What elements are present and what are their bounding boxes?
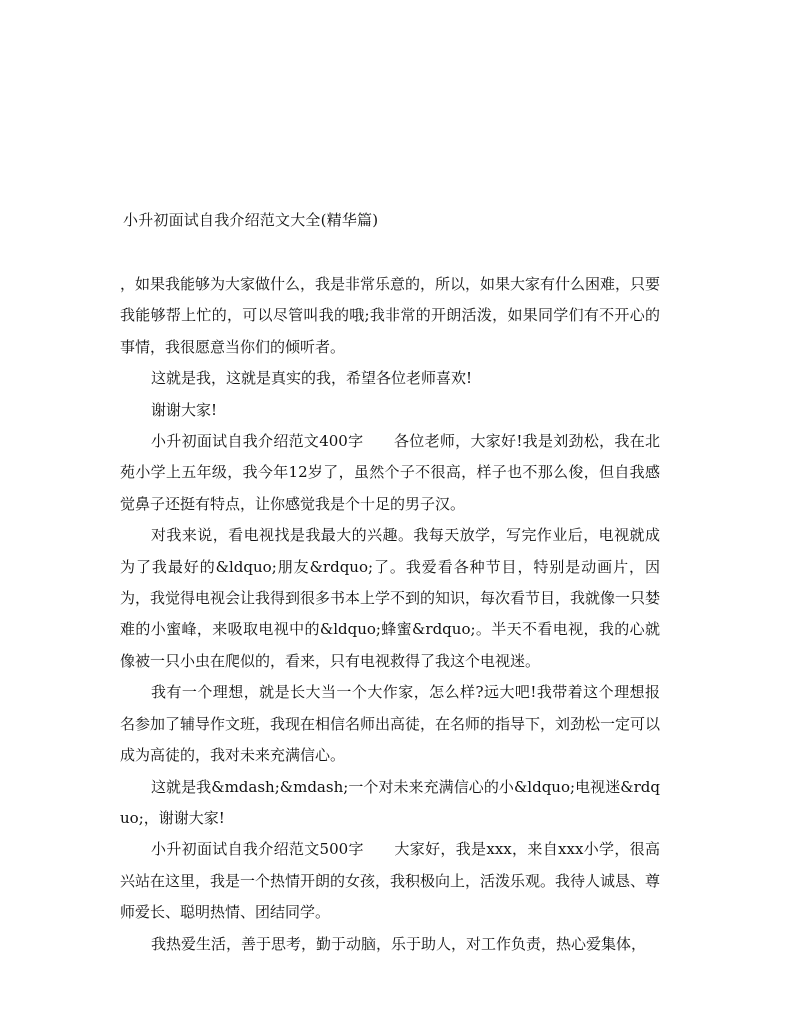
document-body — [120, 269, 660, 960]
paragraph-6: 我有一个理想，就是长大当一个大作家，怎么样?远大吧!我带着这个理想报名参加了辅导作文班，我现在相信名师出高徒，在名师的指导下，刘劲松一定可以成为高徒的，我对未来充满信心。 — [120, 683, 661, 765]
document-title: 小升初面试自我介绍范文大全(精华篇) — [123, 211, 379, 229]
paragraph-5: 对我来说，看电视找是我最大的兴趣。我每天放学，写完作业后，电视就成为了我最好的&ldquo;朋友&rdquo;了。我爱看各种节目，特别是动画片，因为，我觉得电视会让我得到很多书本上学不到的知识，每次看节目，我就像一只婪难的小蜜峰，来吸取电视中的&ldquo;蜂蜜&rdquo;。半天不看电视，我的心就像被一只小虫在爬似的，看来，只有电视救得了我这个电视迷。 — [120, 526, 661, 670]
paragraph-3: 谢谢大家! — [151, 400, 218, 419]
paragraph-2: 这就是我，这就是真实的我，希望各位老师喜欢! — [151, 369, 473, 388]
paragraph-1: ，如果我能够为大家做什么，我是非常乐意的，所以，如果大家有什么困难，只要我能够帮上忙的，可以尽管叫我的哦;我非常的开朗活泼，如果同学们有不开心的事情，我很愿意当你们的倾听者。 — [120, 275, 661, 356]
paragraph-4: 小升初面试自我介绍范文400字 各位老师，大家好!我是刘劲松，我在北苑小学上五年级，我今年12岁了，虽然个子不很高，样子也不那么俊，但自我感觉鼻子还挺有特点，让你感觉我是个十足的男子汉。 — [120, 432, 660, 513]
paragraph-9: 我热爱生活，善于思考，勤于动脑，乐于助人，对工作负责，热心爱集体， — [151, 934, 647, 953]
paragraph-7: 这就是我&mdash;&mdash;一个对未来充满信心的小&ldquo;电视迷&rdquo;，谢谢大家! — [120, 777, 660, 827]
paragraph-8: 小升初面试自我介绍范文500字 大家好，我是xxx，来自xxx小学，很高兴站在这里，我是一个热情开朗的女孩，我积极向上，活泼乐观。我待人诚恳、尊师爱长、聪明热情、团结同学。 — [120, 840, 661, 922]
